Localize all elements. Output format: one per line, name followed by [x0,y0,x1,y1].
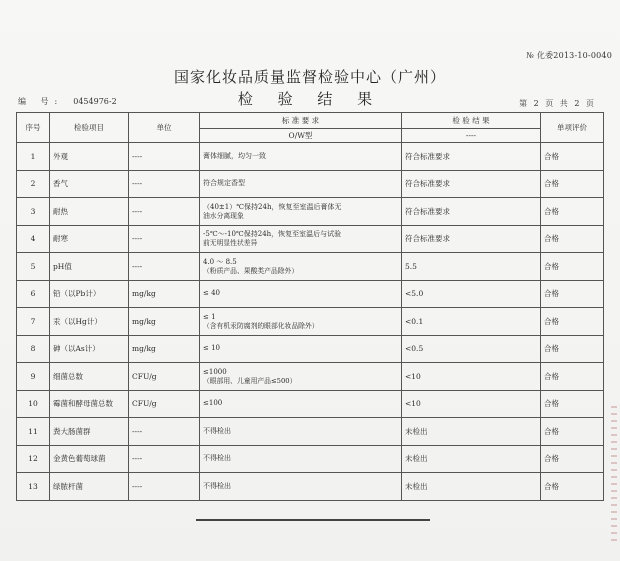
row-unit: ---- [129,445,200,473]
col-header-result: 检 验 结 果 [402,113,541,129]
row-number: 6 [17,280,50,308]
row-requirement [200,225,402,253]
row-item: 绿脓杆菌 [50,473,129,501]
row-requirement [200,308,402,336]
row-number: 12 [17,445,50,473]
row-judgement: 合格 [541,308,604,336]
table-row [17,418,604,446]
requirement-text: （40±1）℃保持24h，恢复至室温后膏体无 [203,202,342,211]
row-unit: ---- [129,473,200,501]
row-requirement [200,390,402,418]
row-requirement [200,253,402,281]
table-row [17,308,604,336]
subheader-requirement: O/W型 [200,129,402,143]
row-result: 未检出 [402,473,541,501]
row-unit: ---- [129,418,200,446]
row-judgement: 合格 [541,280,604,308]
row-number: 1 [17,143,50,171]
row-requirement [200,198,402,226]
results-table [16,112,604,501]
col-header-unit: 单位 [129,113,200,143]
row-result: <0.1 [402,308,541,336]
requirement-text: ≤ 40 [203,289,220,298]
serial-value: 0454976-2 [73,97,117,106]
row-result: 未检出 [402,418,541,446]
row-judgement: 合格 [541,418,604,446]
row-number: 2 [17,170,50,198]
row-judgement: 合格 [541,143,604,171]
row-result: <10 [402,390,541,418]
row-result: <10 [402,363,541,391]
requirement-text: 不得检出 [203,454,231,463]
row-judgement: 合格 [541,335,604,363]
row-result: <0.5 [402,335,541,363]
row-item: 耐寒 [50,225,129,253]
page-info: 第 2 页 共 2 页 [519,99,594,108]
row-requirement [200,170,402,198]
stamp-edge [611,406,617,546]
row-result: 符合标准要求 [402,143,541,171]
row-judgement: 合格 [541,170,604,198]
row-requirement [200,445,402,473]
row-item: 细菌总数 [50,363,129,391]
page-title: 检 验 结 果 [237,90,383,108]
row-number: 11 [17,418,50,446]
row-unit: mg/kg [129,308,200,336]
row-judgement: 合格 [541,198,604,226]
row-requirement [200,335,402,363]
row-item: 香气 [50,170,129,198]
row-judgement: 合格 [541,363,604,391]
row-unit: ---- [129,198,200,226]
table-row [17,143,604,171]
requirement-text: 膏体细腻，均匀一致 [203,151,266,160]
row-result: 5.5 [402,253,541,281]
row-number: 5 [17,253,50,281]
organization-name: 国家化妆品质量监督检验中心（广州） [173,68,446,86]
row-item: 铅（以Pb计） [50,280,129,308]
row-number: 8 [17,335,50,363]
row-requirement [200,280,402,308]
row-requirement [200,143,402,171]
row-unit: ---- [129,143,200,171]
row-result: 符合标准要求 [402,225,541,253]
requirement-text: ≤100 [203,399,223,408]
row-item: 粪大肠菌群 [50,418,129,446]
row-unit: ---- [129,225,200,253]
requirement-text: ≤ 10 [203,344,220,353]
row-judgement: 合格 [541,473,604,501]
col-header-requirement: 标 准 要 求 [200,113,402,129]
row-unit: CFU/g [129,390,200,418]
row-judgement: 合格 [541,445,604,473]
row-unit: CFU/g [129,363,200,391]
table-row [17,253,604,281]
requirement-text: 不得检出 [203,481,231,490]
row-item: 金黄色葡萄球菌 [50,445,129,473]
row-number: 3 [17,198,50,226]
row-result: 符合标准要求 [402,170,541,198]
table-row [17,198,604,226]
table-row [17,225,604,253]
row-unit: ---- [129,170,200,198]
table-row [17,390,604,418]
end-line [196,519,430,521]
row-unit: mg/kg [129,335,200,363]
row-judgement: 合格 [541,390,604,418]
row-item: 汞（以Hg计） [50,308,129,336]
requirement-note: 油水分离现象 [203,211,244,220]
row-unit: mg/kg [129,280,200,308]
row-number: 7 [17,308,50,336]
requirement-note: （粉质产品、果酸类产品除外） [203,266,299,275]
row-requirement [200,418,402,446]
row-requirement [200,473,402,501]
row-result: 未检出 [402,445,541,473]
document-number: № 化委2013-10-0040 [526,51,612,60]
row-result: 符合标准要求 [402,198,541,226]
row-judgement: 合格 [541,225,604,253]
row-requirement [200,363,402,391]
col-header-judgement: 单项评价 [541,113,604,143]
row-number: 4 [17,225,50,253]
table-row [17,473,604,501]
row-result: <5.0 [402,280,541,308]
table-row [17,335,604,363]
requirement-text: ≤ 1 [203,312,216,321]
row-number: 10 [17,390,50,418]
requirement-note: （眼部用、儿童用产品≤500） [203,376,297,385]
requirement-note: （含有机汞防腐剂的眼部化妆品除外） [203,321,319,330]
row-item: 外观 [50,143,129,171]
row-item: 耐热 [50,198,129,226]
requirement-text: 4.0 ～ 8.5 [203,257,237,266]
col-header-item: 检验项目 [50,113,129,143]
serial-number [18,96,117,107]
requirement-text: ≤1000 [203,367,227,376]
col-header-no: 序号 [17,113,50,143]
requirement-text: 符合规定香型 [203,179,245,188]
row-number: 13 [17,473,50,501]
row-item: pH值 [50,253,129,281]
table-row [17,445,604,473]
subheader-result: ---- [402,129,541,143]
row-item: 砷（以As计） [50,335,129,363]
row-judgement: 合格 [541,253,604,281]
requirement-text: 不得检出 [203,426,231,435]
table-row [17,363,604,391]
table-row [17,280,604,308]
row-number: 9 [17,363,50,391]
requirement-text: -5℃～-10℃保持24h，恢复至室温后与试验 [203,230,342,239]
table-row [17,170,604,198]
row-unit: ---- [129,253,200,281]
requirement-note: 前无明显性状差异 [203,239,258,248]
row-item: 霉菌和酵母菌总数 [50,390,129,418]
serial-label: 编 号: [18,97,64,106]
